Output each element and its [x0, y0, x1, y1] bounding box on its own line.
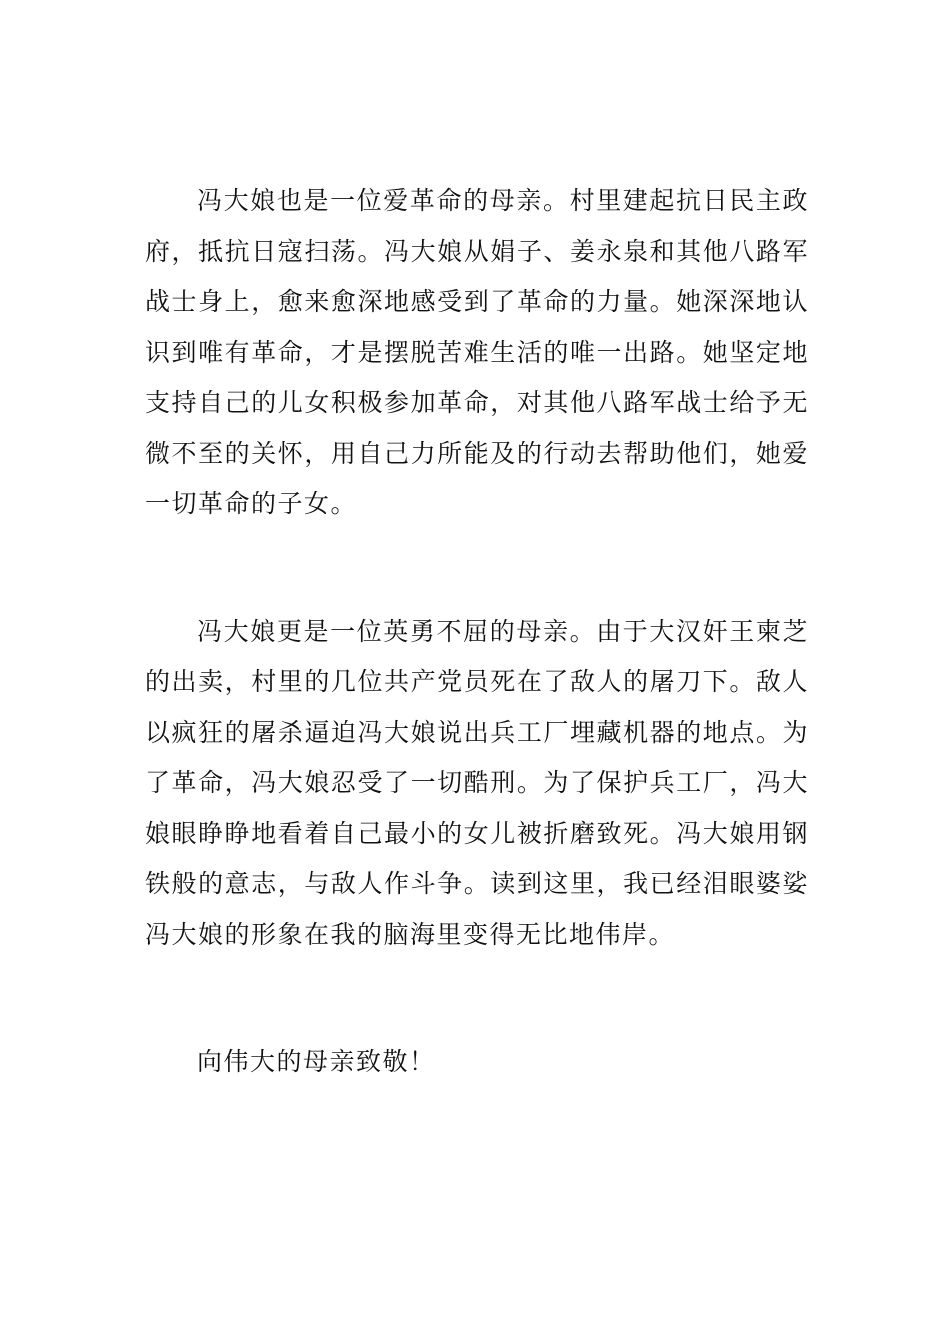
paragraph-2: 冯大娘更是一位英勇不屈的母亲。由于大汉奸王柬芝的出卖，村里的几位共产党员死在了敌人的屠刀下。敌人以疯狂的屠杀逼迫冯大娘说出兵工厂埋藏机器的地点。为了革命，冯大娘忍受了一切酷刑。为了保护兵工厂，冯大娘眼睁睁地看着自己最小的女儿被折磨致死。冯大娘用钢铁般的意志，与敌人作斗争。读到这里，我已经泪眼婆娑冯大娘的形象在我的脑海里变得无比地伟岸。 — [145, 616, 809, 949]
paragraph-1: 冯大娘也是一位爱革命的母亲。村里建起抗日民主政府，抵抗日寇扫荡。冯大娘从娟子、姜永泉和其他八路军战士身上，愈来愈深地感受到了革命的力量。她深深地认识到唯有革命，才是摆脱苦难生活的唯一出路。她坚定地支持自己的儿女积极参加革命，对其他八路军战士给予无微不至的关怀，用自己力所能及的行动去帮助他们，她爱一切革命的子女。 — [145, 186, 809, 518]
paragraph-3: 向伟大的母亲致敬！ — [197, 1047, 436, 1076]
document-body — [145, 176, 809, 1088]
